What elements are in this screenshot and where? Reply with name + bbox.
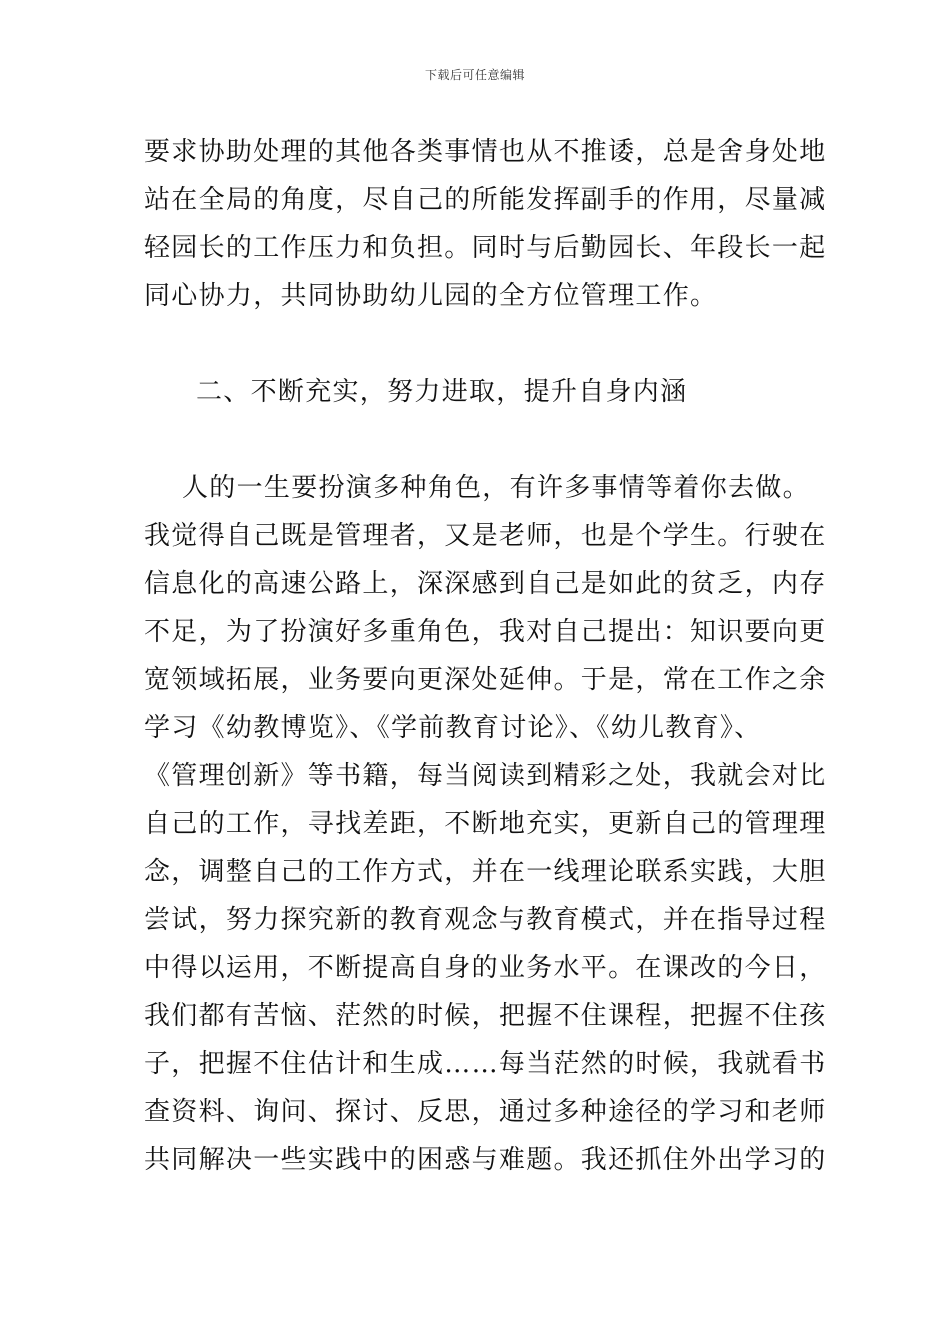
text-line: 要求协助处理的其他各类事情也从不推诿，总是舍身处地 (144, 137, 827, 167)
document-body (144, 128, 827, 1184)
text-line: 尝试，努力探究新的教育观念与教育模式，并在指导过程 (144, 905, 827, 935)
text-line: 我觉得自己既是管理者，又是老师，也是个学生。行驶在 (144, 521, 827, 551)
page-header-note: 下载后可任意编辑 (424, 68, 525, 82)
text-line: 宽领域拓展，业务要向更深处延伸。于是，常在工作之余 (144, 665, 827, 695)
text-line: 不足，为了扮演好多重角色，我对自己提出：知识要向更 (144, 617, 827, 647)
text-line: 信息化的高速公路上，深深感到自己是如此的贫乏，内存 (144, 569, 827, 599)
text-line: 站在全局的角度，尽自己的所能发挥副手的作用，尽量减 (144, 185, 827, 215)
text-line: 学习《幼教博览》、《学前教育讨论》、《幼儿教育》、 (144, 713, 762, 743)
text-line: 子，把握不住估计和生成……每当茫然的时候，我就看书 (144, 1049, 827, 1079)
text-line: 我们都有苦恼、茫然的时候，把握不住课程，把握不住孩 (144, 1001, 827, 1031)
text-line: 轻园长的工作压力和负担。同时与后勤园长、年段长一起 (144, 233, 827, 263)
text-line: 同心协力，共同协助幼儿园的全方位管理工作。 (144, 281, 718, 311)
text-line: 《管理创新》等书籍，每当阅读到精彩之处，我就会对比 (144, 761, 827, 791)
text-line: 念，调整自己的工作方式，并在一线理论联系实践，大胆 (144, 857, 827, 887)
text-line: 自己的工作，寻找差距，不断地充实，更新自己的管理理 (144, 809, 827, 839)
text-line: 查资料、询问、探讨、反思，通过多种途径的学习和老师 (144, 1097, 827, 1127)
text-line: 中得以运用，不断提高自身的业务水平。在课改的今日， (144, 953, 827, 983)
section-heading: 二、不断充实，努力进取，提升自身内涵 (196, 377, 688, 407)
paragraph-spacer (144, 320, 809, 368)
text-line: 共同解决一些实践中的困惑与难题。我还抓住外出学习的 (144, 1145, 827, 1175)
text-line: 人的一生要扮演多种角色，有许多事情等着你去做。 (182, 473, 810, 503)
paragraph-spacer (144, 416, 809, 464)
